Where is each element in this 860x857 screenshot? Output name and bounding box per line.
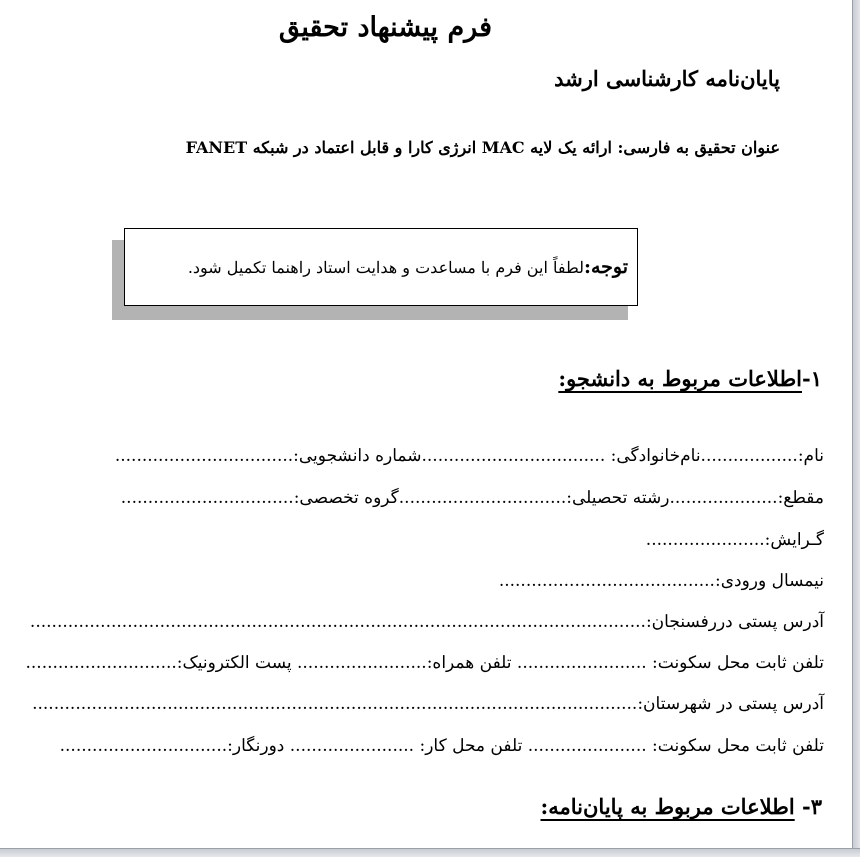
- section-1-number: ۱-: [802, 366, 822, 391]
- note-label: توجه:: [583, 256, 628, 278]
- row-orientation: گـرایش:......................: [645, 530, 824, 550]
- row-entry-semester: نیمسال ورودی:........................................: [498, 571, 824, 591]
- note-body: لطفاً این فرم با مساعدت و هدایت استاد راهنما تکمیل شود.: [187, 258, 584, 277]
- form-subtitle: پایان‌نامه کارشناسی ارشد: [554, 66, 780, 91]
- window-right-edge: [852, 0, 860, 856]
- form-title: فرم پیشنهاد تحقیق: [278, 12, 492, 43]
- row-address-rafsanjan: آدرس پستی دررفسنجان:..................................................................................................................: [29, 612, 824, 632]
- row-degree: مقطع:....................رشته تحصیلی:...............................گروه تخصصی:................................: [120, 488, 824, 508]
- section-3-number: ۳-: [802, 794, 822, 819]
- row-name: نام:..................نام‌خانوادگی: ..................................شماره دانشجویی:.................................: [114, 446, 824, 466]
- row-phones-2: تلفن ثابت محل سکونت: ...................... تلفن محل کار: ....................... دورنگار:...............................: [59, 736, 824, 756]
- section-3-heading: [541, 794, 823, 819]
- row-address-city: آدرس پستی در شهرستان:................................................................................................................: [32, 694, 824, 714]
- section-3-title: اطلاعات مربوط به پایان‌نامه:: [540, 794, 795, 819]
- note-text: [188, 256, 628, 278]
- topic-value: ارائه یک لایه MAC انرژی کارا و قابل اعتماد در شبکه FANET: [185, 138, 612, 157]
- topic-label: عنوان تحقیق به فارسی:: [617, 138, 780, 157]
- row-phones-1: تلفن ثابت محل سکونت: ........................ تلفن همراه:........................ پست الکترونیک:............................: [25, 653, 824, 673]
- section-1-heading: [558, 366, 822, 391]
- research-topic: [186, 138, 780, 157]
- section-1-title: اطلاعات مربوط به دانشجو:: [558, 366, 802, 391]
